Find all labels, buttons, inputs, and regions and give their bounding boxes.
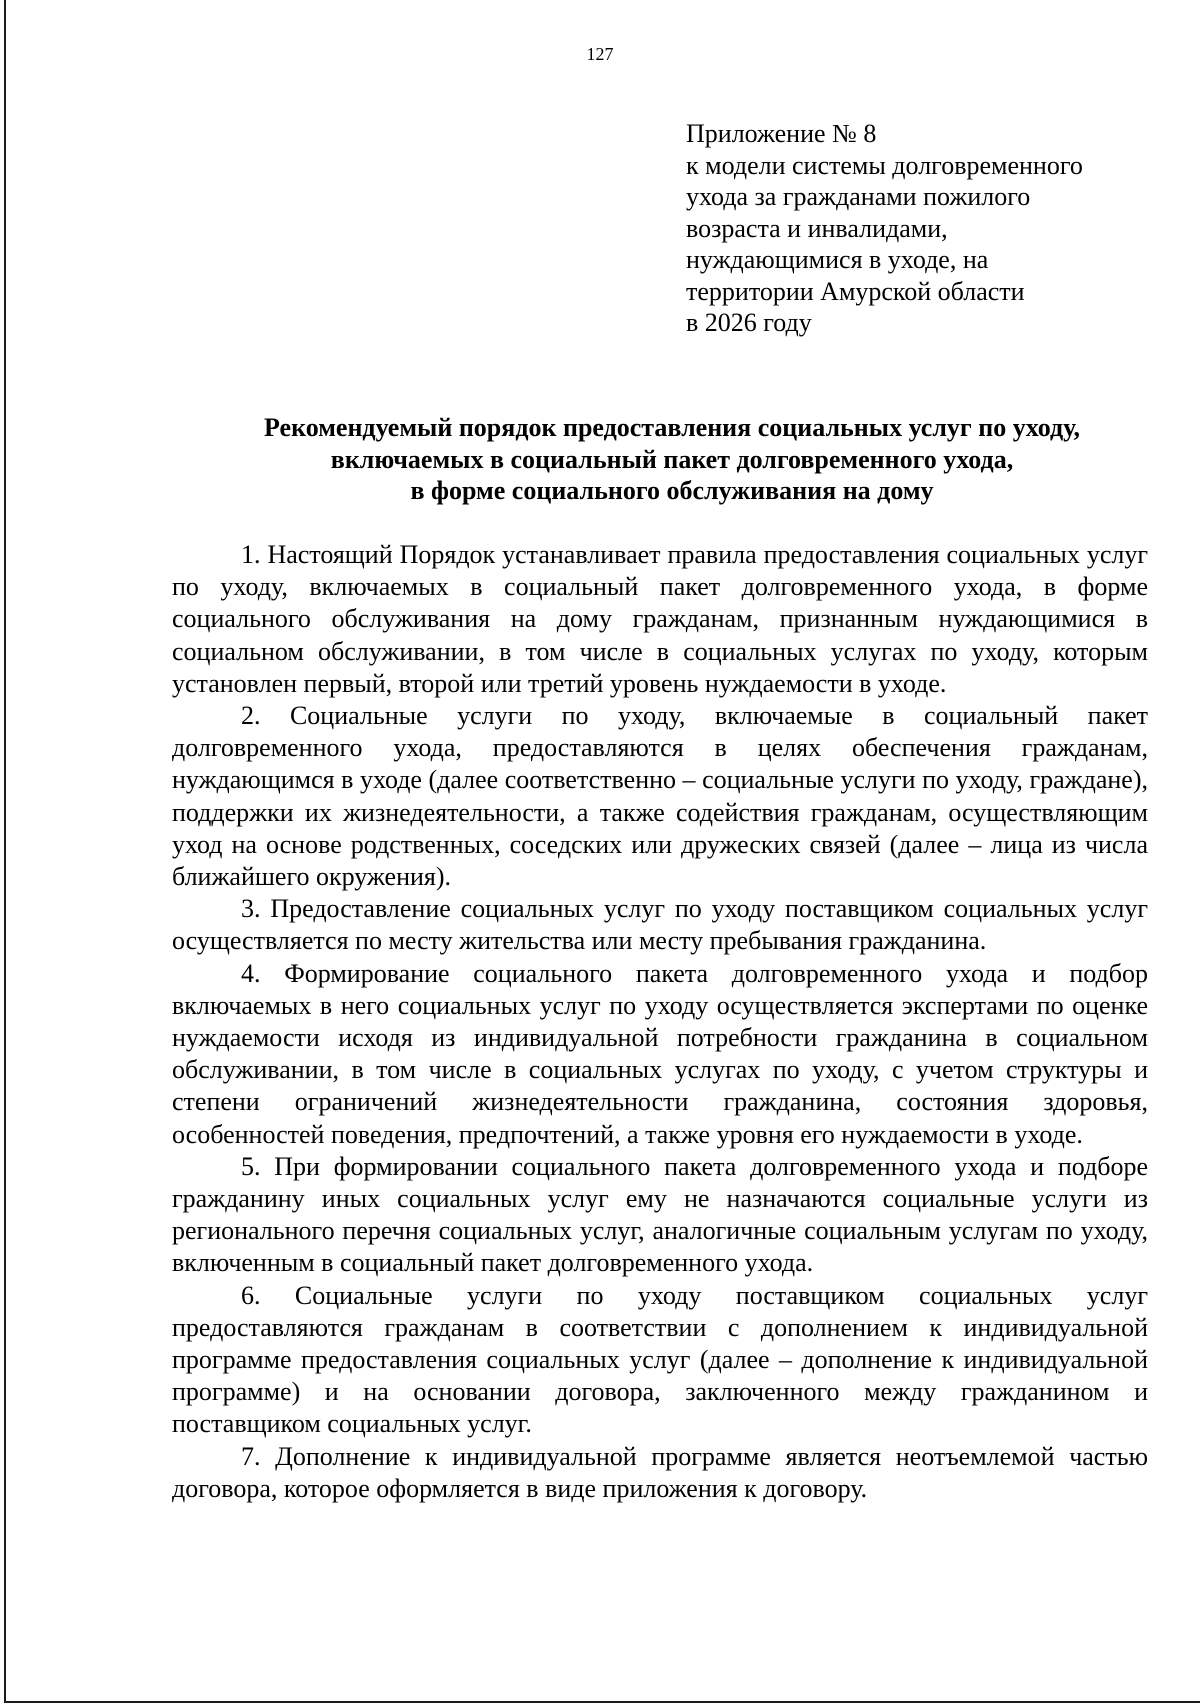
paragraph-7: 7. Дополнение к индивидуальной программе является неотъемлемой частью договора, которое оформляется в виде приложения к договору. bbox=[172, 1441, 1148, 1503]
appendix-line: ухода за гражданами пожилого bbox=[686, 182, 1031, 211]
appendix-block bbox=[686, 118, 1176, 339]
appendix-line: в 2026 году bbox=[686, 308, 812, 337]
paragraph-6: 6. Социальные услуги по уходу поставщиком социальных услуг предоставляются гражданам в соответствии с дополнением к индивидуальной программе предоставления социальных услуг (далее – дополнение к индивидуальной программе) и на основании договора, заключенного между гражданином и поставщиком социальных услуг. bbox=[172, 1280, 1148, 1439]
title-line: в форме социального обслуживания на дому bbox=[410, 476, 934, 505]
appendix-line: возраста и инвалидами, bbox=[686, 213, 948, 243]
document-title bbox=[172, 412, 1172, 507]
paragraph-3: 3. Предоставление социальных услуг по уходу поставщиком социальных услуг осуществляется по месту жительства или месту пребывания гражданина. bbox=[172, 894, 1148, 956]
paragraph-5: 5. При формировании социального пакета долговременного ухода и подборе гражданину иных социальных услуг ему не назначаются социальные услуги из регионального перечня социальных услуг, аналогичные социальным услугам по уходу, включенным в социальный пакет долговременного ухода. bbox=[172, 1151, 1148, 1278]
document-body bbox=[172, 539, 1148, 1505]
paragraph-4: 4. Формирование социального пакета долговременного ухода и подбор включаемых в него социальных услуг по уходу осуществляется экспертами по оценке нуждаемости исходя из индивидуальной потребности гражданина в социальном обслуживании, в том числе в социальных услугах по уходу, с учетом структуры и степени ограничений жизнедеятельности гражданина, состояния здоровья, особенностей поведения, предпочтений, а также уровня его нуждаемости в уходе. bbox=[172, 958, 1148, 1149]
appendix-line: к модели системы долговременного bbox=[686, 150, 1083, 180]
paragraph-1: 1. Настоящий Порядок устанавливает правила предоставления социальных услуг по уходу, включаемых в социальный пакет долговременного ухода, в форме социального обслуживания на дому гражданам, признанным нуждающимися в социальном обслуживании, в том числе в социальных услугах по уходу, которым установлен первый, второй или третий уровень нуждаемости в уходе. bbox=[172, 540, 1148, 698]
page-number: 127 bbox=[586, 44, 614, 64]
title-line: Рекомендуемый порядок предоставления социальных услуг по уходу, bbox=[263, 413, 1081, 442]
appendix-line: территории Амурской области bbox=[686, 276, 1025, 306]
scan-border-left bbox=[4, 0, 6, 1703]
paragraph-2: 2. Социальные услуги по уходу, включаемые в социальный пакет долговременного ухода, предоставляются в целях обеспечения гражданам, нуждающимся в уходе (далее соответственно – социальные услуги по уходу, граждане), поддержки их жизнедеятельности, а также содействия гражданам, осуществляющим уход на основе родственных, соседских или дружеских связей (далее – лица из числа ближайшего окружения). bbox=[172, 701, 1148, 892]
appendix-line: Приложение № 8 bbox=[686, 119, 877, 148]
title-line: включаемых в социальный пакет долговременного ухода, bbox=[330, 444, 1014, 474]
appendix-line: нуждающимися в уходе, на bbox=[686, 245, 989, 274]
